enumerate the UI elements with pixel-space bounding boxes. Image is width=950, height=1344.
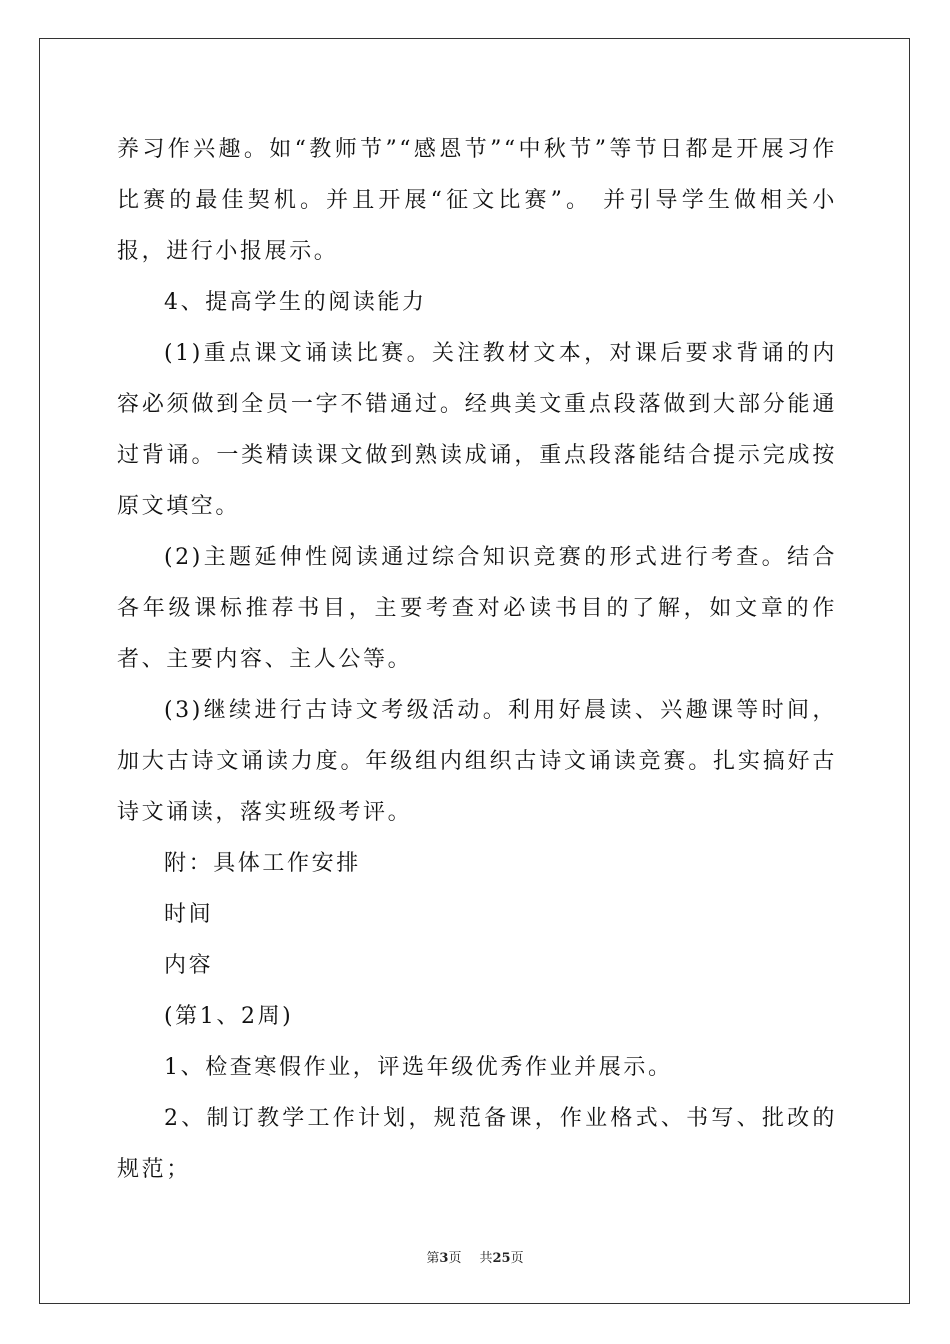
- page-suffix: 页: [448, 1251, 462, 1266]
- page-number: 3: [439, 1251, 449, 1266]
- paragraph-10: 1、检查寒假作业，评选年级优秀作业并展示。: [164, 1055, 673, 1080]
- paragraph-9: (第1、2周): [164, 1004, 294, 1029]
- paragraph-6: 附：具体工作安排: [164, 851, 361, 876]
- total-pages: 25: [492, 1251, 511, 1266]
- paragraph-2: 4、提高学生的阅读能力: [164, 290, 427, 315]
- paragraph-5: (3)继续进行古诗文考级活动。利用好晨读、兴趣课等时间，加大古诗文诵读力度。年级组内组织古诗文诵读竞赛。扎实搞好古诗文诵读，落实班级考评。: [117, 698, 837, 825]
- paragraph-7: 时间: [164, 902, 214, 927]
- paragraph-4: (2)主题延伸性阅读通过综合知识竞赛的形式进行考查。结合各年级课标推荐书目，主要考查对必读书目的了解，如文章的作者、主要内容、主人公等。: [117, 545, 837, 672]
- paragraph-3: (1)重点课文诵读比赛。关注教材文本，对课后要求背诵的内容必须做到全员一字不错通过。经典美文重点段落做到大部分能通过背诵。一类精读课文做到熟读成诵，重点段落能结合提示完成按原文填空。: [117, 341, 837, 519]
- page-prefix: 第: [426, 1251, 440, 1266]
- page-footer: [0, 1247, 950, 1266]
- paragraph-11: 2、制订教学工作计划，规范备课，作业格式、书写、批改的规范；: [117, 1106, 837, 1182]
- paragraph-8: 内容: [164, 953, 214, 978]
- total-suffix: 页: [510, 1251, 524, 1266]
- total-prefix: 共: [479, 1251, 493, 1266]
- document-body: [117, 124, 837, 1195]
- paragraph-1: 养习作兴趣。如“教师节”“感恩节”“中秋节”等节日都是开展习作比赛的最佳契机。并且开展“征文比赛”。 并引导学生做相关小报，进行小报展示。: [117, 137, 837, 264]
